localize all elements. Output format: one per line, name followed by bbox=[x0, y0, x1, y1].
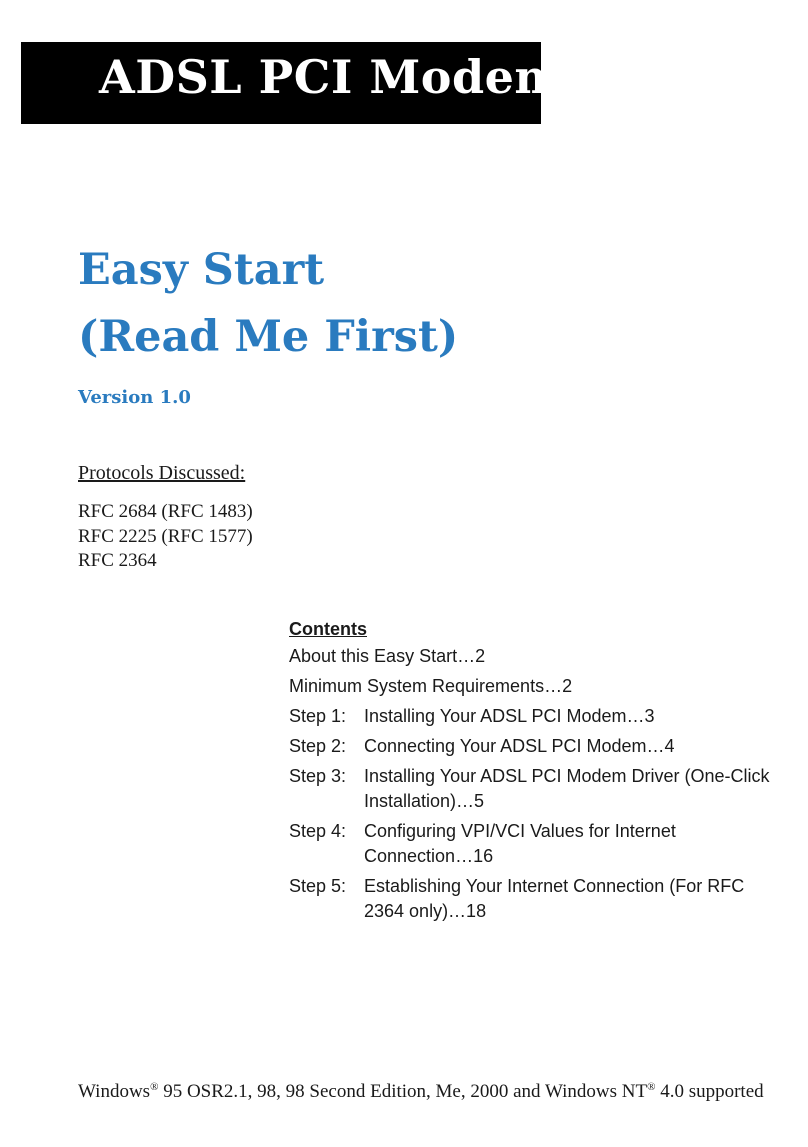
contents-item-text: Connecting Your ADSL PCI Modem…4 bbox=[364, 736, 675, 756]
footer-text: 4.0 supported bbox=[655, 1081, 764, 1102]
contents-item-text: Minimum System Requirements…2 bbox=[289, 676, 573, 696]
document-title-line-2: (Read Me First) bbox=[78, 312, 459, 362]
contents-heading: Contents bbox=[289, 619, 367, 639]
document-title-line-1: Easy Start bbox=[78, 245, 325, 295]
supported-os-footer bbox=[78, 1081, 764, 1103]
contents-item bbox=[289, 819, 789, 869]
contents-item bbox=[289, 674, 789, 699]
registered-mark: ® bbox=[647, 1081, 656, 1093]
contents-list bbox=[289, 644, 789, 924]
contents-item bbox=[289, 644, 789, 669]
banner-title: ADSL PCI Modem bbox=[99, 50, 564, 104]
protocol-list bbox=[78, 500, 253, 574]
contents-item-text: Installing Your ADSL PCI Modem Driver (One-Click Installation)…5 bbox=[364, 766, 770, 811]
title-banner bbox=[21, 42, 564, 124]
contents-item bbox=[289, 704, 789, 729]
contents-item-text: Establishing Your Internet Connection (For RFC 2364 only)…18 bbox=[364, 876, 745, 921]
contents-item-text: About this Easy Start…2 bbox=[289, 646, 486, 666]
contents-item-step: Step 4: bbox=[289, 821, 347, 841]
contents-item-step: Step 3: bbox=[289, 766, 347, 786]
contents-item-step: Step 2: bbox=[289, 736, 347, 756]
contents-item bbox=[289, 734, 789, 759]
protocol-item: RFC 2684 (RFC 1483) bbox=[78, 501, 253, 522]
contents-item bbox=[289, 764, 789, 814]
protocol-item: RFC 2364 bbox=[78, 550, 157, 571]
contents-item-step: Step 1: bbox=[289, 706, 347, 726]
table-of-contents bbox=[289, 616, 789, 929]
contents-item-step: Step 5: bbox=[289, 876, 347, 896]
registered-mark: ® bbox=[150, 1081, 159, 1093]
version-label: Version 1.0 bbox=[78, 387, 191, 408]
footer-text: 95 OSR2.1, 98, 98 Second Edition, Me, 2000 and Windows NT bbox=[158, 1081, 648, 1102]
contents-item bbox=[289, 874, 789, 924]
footer-text: Windows bbox=[78, 1081, 151, 1102]
contents-item-text: Configuring VPI/VCI Values for Internet Connection…16 bbox=[364, 821, 676, 866]
protocol-item: RFC 2225 (RFC 1577) bbox=[78, 525, 253, 547]
contents-item-text: Installing Your ADSL PCI Modem…3 bbox=[364, 706, 655, 726]
protocols-heading: Protocols Discussed: bbox=[78, 462, 246, 484]
